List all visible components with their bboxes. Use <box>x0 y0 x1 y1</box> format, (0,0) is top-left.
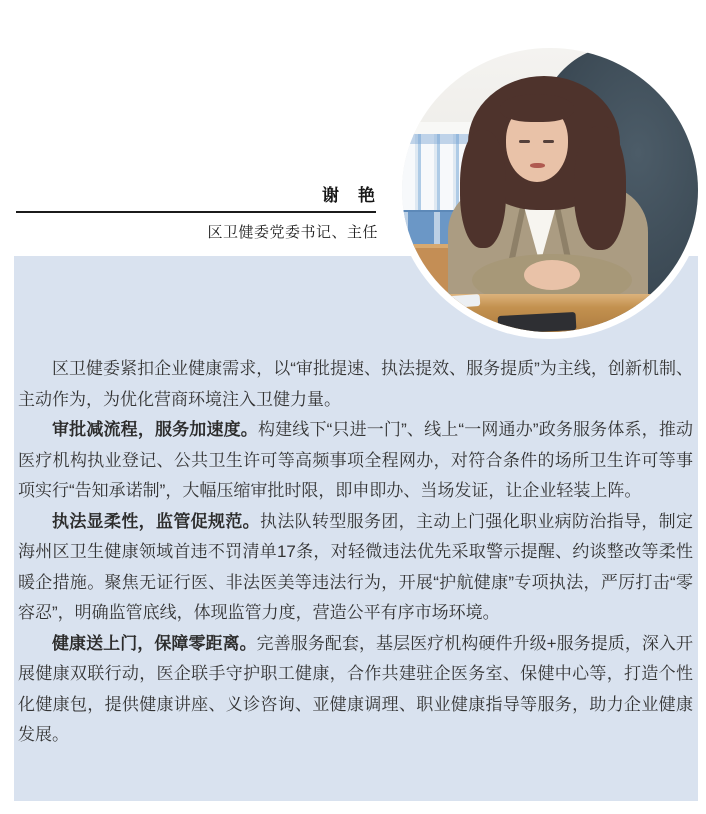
photo-person-eye-left <box>519 140 530 143</box>
photo-person-mouth <box>530 163 545 168</box>
paragraph-body: 完善服务配套，基层医疗机构硬件升级+服务提质，深入开展健康双联行动，医企联手守护职工健康，合作共建驻企医务室、保健中心等，打造个性化健康包，提供健康讲座、义诊咨询、亚健康调理、职业健康指导等服务，助力企业健康发展。 <box>18 633 693 744</box>
divider-line <box>16 211 376 213</box>
paragraph-enforcement <box>18 507 693 629</box>
photo-person-hands <box>524 260 580 290</box>
photo-person-hair-right <box>574 126 626 250</box>
paragraph-health-service <box>18 629 693 751</box>
profile-photo <box>402 48 698 332</box>
article-panel <box>14 256 698 801</box>
photo-person-fringe <box>500 94 574 122</box>
paragraph-lead: 审批减流程，服务加速度。 <box>52 420 258 439</box>
paragraph-intro <box>18 354 693 415</box>
author-title: 区卫健委党委书记、主任 <box>207 224 378 241</box>
author-name: 谢 艳 <box>322 186 376 205</box>
photo-person-eye-right <box>543 140 554 143</box>
paragraph-body: 区卫健委紧扣企业健康需求，以“审批提速、执法提效、服务提质”为主线，创新机制、主动作为，为优化营商环境注入卫健力量。 <box>18 359 693 409</box>
photo-person-hair-left <box>460 130 506 248</box>
paragraph-body: 执法队转型服务团，主动上门强化职业病防治指导，制定海州区卫生健康领域首违不罚清单17条，对轻微违法优先采取警示提醒、约谈整改等柔性暖企措施。聚焦无证行医、非法医美等违法行为，开展“护航健康”专项执法，严厉打击“零容忍”，明确监管底线，体现监管力度，营造公平有序市场环境。 <box>18 511 693 622</box>
article-text <box>18 354 693 751</box>
paragraph-approval <box>18 415 693 507</box>
photo-notebook <box>498 312 577 332</box>
paragraph-lead: 执法显柔性，监管促规范。 <box>52 511 260 531</box>
paragraph-body: 构建线下“只进一门”、线上“一网通办”政务服务体系，推动医疗机构执业登记、公共卫生许可等高频事项全程网办，对符合条件的场所卫生许可等事项实行“告知承诺制”，大幅压缩审批时限，即申即办、当场发证，让企业轻装上阵。 <box>18 420 693 500</box>
paragraph-lead: 健康送上门，保障零距离。 <box>52 633 257 653</box>
